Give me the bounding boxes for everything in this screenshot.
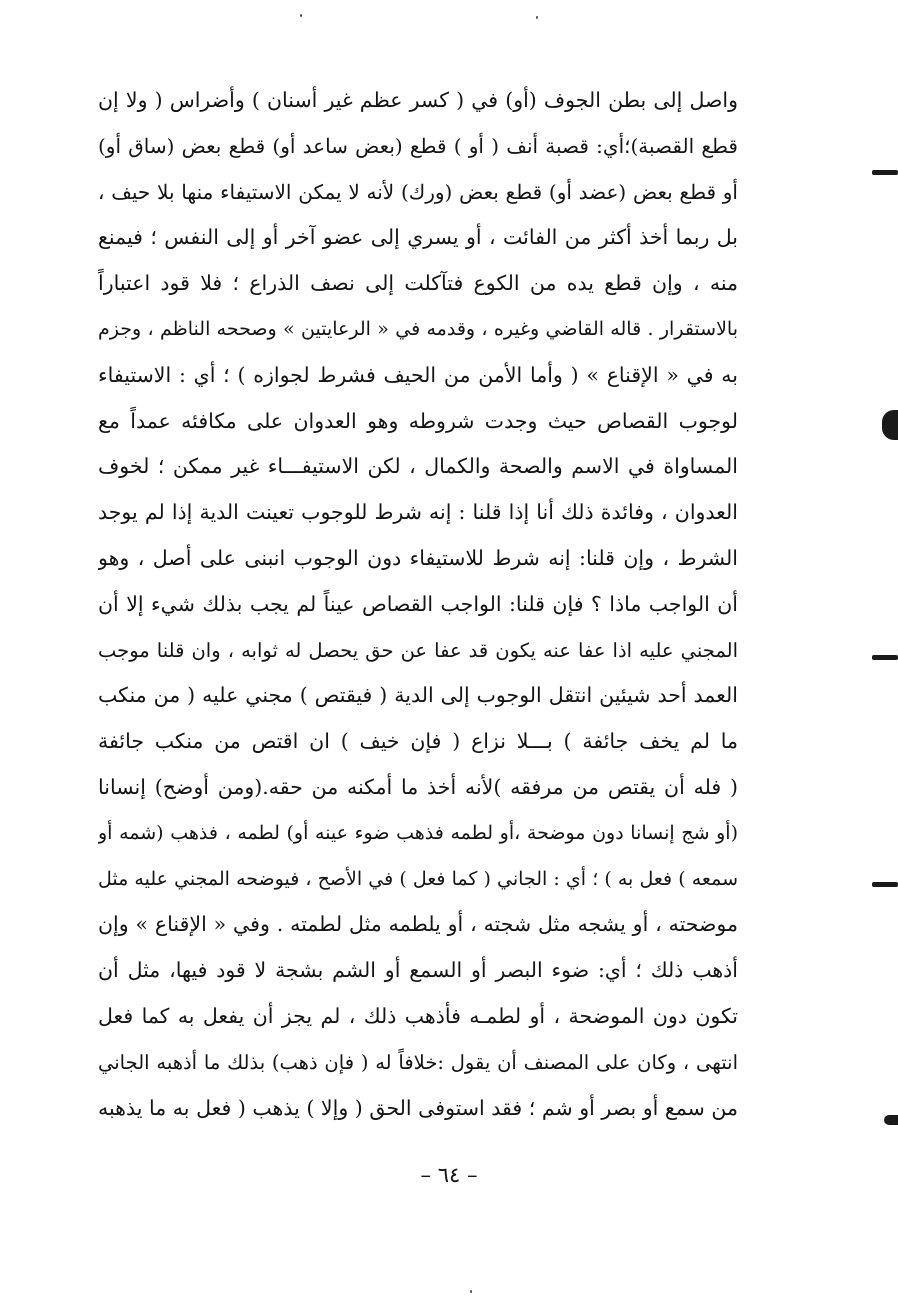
text-line: أو قطع بعض (عضد أو) قطع بعض (ورك) لأنه لا يمكن الاستيفاء منها بلا حيف ، xyxy=(98,179,738,204)
text-line: سمعه ) فعل به ) ؛ أي : الجاني ( كما فعل ) في الأصح ، فيوضحه المجني عليه مثل xyxy=(98,867,738,890)
text-line: أذهب ذلك ؛ أي: ضوء البصر أو السمع أو الشم بشجة لا قود فيها، مثل أن xyxy=(98,958,738,983)
text-line: الشرط ، وإن قلنا: إنه شرط للاستيفاء دون الوجوب انبنى على أصل ، وهو xyxy=(98,545,738,570)
text-line: ما لم يخف جائفة ) بـــلا نزاع ( فإن خيف ) ان اقتص من منكب جائفة xyxy=(98,729,738,754)
text-line: منه ، وإن قطع يده من الكوع فتآكلت إلى نصف الذراع ؛ فلا قود اعتباراً xyxy=(98,271,738,296)
binding-mark xyxy=(884,1115,898,1125)
page-number: – ٦٤ – xyxy=(420,1163,478,1187)
text-line: العدوان ، وفائدة ذلك أنا إذا قلنا : إنه شرط للوجوب تعينت الدية إذا لم يوجد xyxy=(98,500,738,525)
text-line: العمد أحد شيئين انتقل الوجوب إلى الدية ( فيقتص ) مجني عليه ( من منكب xyxy=(98,683,738,708)
binding-mark xyxy=(882,410,898,440)
binding-mark xyxy=(872,882,898,887)
text-line: به في « الإقناع » ( وأما الأمن من الحيف فشرط لجوازه ) ؛ أي : الاستيفاء xyxy=(98,362,738,387)
text-line: موضحته ، أو يشجه مثل شجته ، أو يلطمه مثل لطمته . وفي « الإقناع » وإن xyxy=(98,912,738,937)
text-line: واصل إلى بطن الجوف (أو) في ( كسر عظم غير أسنان ) وأضراس ( ولا إن xyxy=(98,88,738,112)
text-line: بل ربما أخذ أكثر من الفائت ، أو يسري إلى عضو آخر أو إلى النفس ؛ فيمنع xyxy=(98,225,738,250)
text-line: (أو شج إنسانا دون موضحة ،أو لطمه فذهب ضوء عينه أو) لطمه ، فذهب (شمه أو xyxy=(98,821,738,844)
text-line: قطع القصبة)؛أي: قصبة أنف ( أو ) قطع (بعض ساعد أو) قطع بعض (ساق أو) xyxy=(98,133,738,158)
scan-speck xyxy=(470,1290,472,1293)
text-line: انتهى ، وكان على المصنف أن يقول :خلافاً له ( فإن ذهب) بذلك ما أذهبه الجاني xyxy=(98,1050,738,1074)
text-line: تكون دون الموضحة ، أو لطمـه فأذهب ذلك ، لم يجز أن يفعل به كما فعل xyxy=(98,1003,738,1028)
text-line: المساواة في الاسم والصحة والكمال ، لكن الاستيفـــاء غير ممكن ؛ لخوف xyxy=(98,454,738,479)
binding-mark xyxy=(872,655,898,660)
body-text xyxy=(98,78,738,1131)
text-line: لوجوب القصاص حيث وجدت شروطه وهو العدوان على مكافئه عمداً مع xyxy=(98,408,738,433)
scan-speck xyxy=(300,14,302,17)
binding-mark xyxy=(872,170,898,175)
text-line: بالاستقرار . قاله القاضي وغيره ، وقدمه في « الرعايتين » وصححه الناظم ، وجزم xyxy=(98,317,738,340)
text-line: ( فله أن يقتص من مرفقه )لأنه أخذ ما أمكنه من حقه.(ومن أوضح) إنسانا xyxy=(98,774,738,799)
text-line: من سمع أو بصر أو شم ؛ فقد استوفى الحق ( وإلا ) يذهب ( فعل به ما يذهبه xyxy=(98,1095,738,1120)
scan-speck xyxy=(536,16,538,19)
text-line: المجني عليه اذا عفا عنه يكون قد عفا عن حق يحصل له ثوابه ، وان قلنا موجب xyxy=(98,638,738,662)
text-line: أن الواجب ماذا ؟ فإن قلنا: الواجب القصاص عيناً لم يجب بذلك شيء إلا أن xyxy=(98,591,738,616)
